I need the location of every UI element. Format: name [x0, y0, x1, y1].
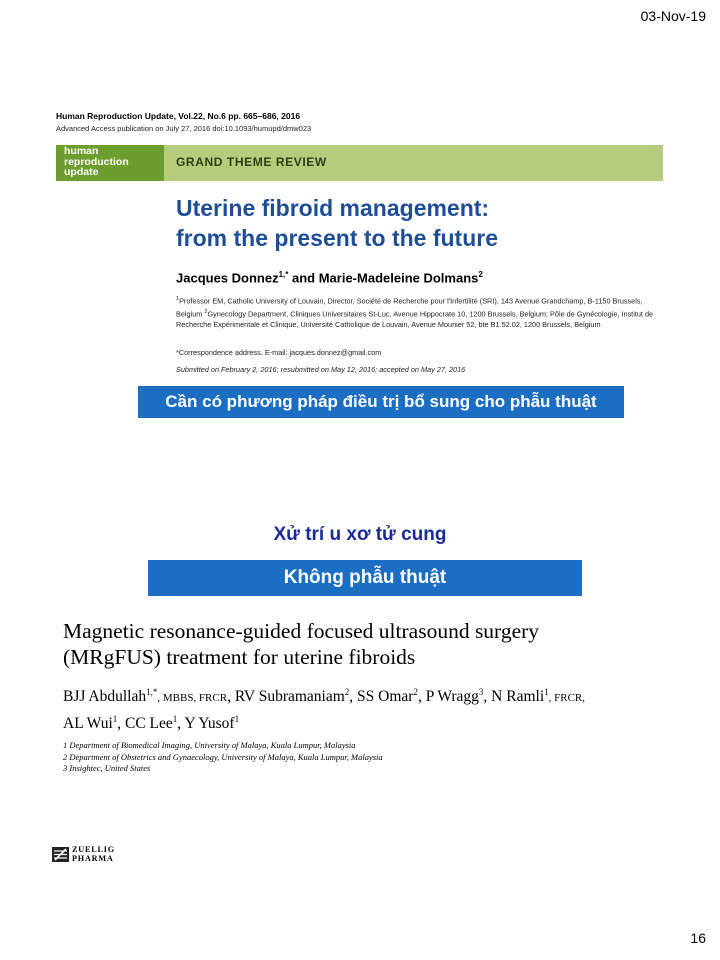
author-sep: , [227, 688, 235, 706]
author-sup: 2 [413, 687, 418, 697]
author-sup: 2 [344, 687, 350, 697]
paper-title-line: Uterine fibroid management: [176, 195, 490, 221]
paper2-authors [63, 682, 585, 734]
author-degree: , FRCR, [548, 692, 586, 705]
paper2-title-line: (MRgFUS) treatment for uterine fibroids [63, 645, 416, 669]
author-sep: , [117, 715, 125, 733]
author-sup: 1 [234, 714, 240, 725]
zuellig-wordmark [72, 846, 115, 863]
author-sup: 3 [478, 687, 484, 697]
author-name: and Marie-Madeleine Dolmans [288, 270, 479, 286]
journal-logo [56, 145, 164, 181]
journal-banner [56, 145, 663, 181]
author-sup: 1 [112, 714, 118, 725]
correspondence: *Correspondence address. E-mail: jacques.donnez@gmail.com [176, 348, 382, 357]
section-title: GRAND THEME REVIEW [176, 155, 327, 169]
paper2-affiliations [63, 740, 383, 775]
author-line [63, 709, 585, 734]
paper2-title-line: Magnetic resonance-guided focused ultrasound surgery [63, 619, 540, 643]
affiliation-line: 2 Department of Obstetrics and Gynaecology, University of Malaya, Kuala Lumpur, Malaysia [63, 751, 383, 762]
author-sup: 1 [172, 714, 178, 725]
author-name: SS Omar [357, 688, 414, 706]
journal-logo-line: update [64, 166, 99, 178]
author-name: N Ramli [491, 688, 545, 706]
author-name: BJJ Abdullah [63, 688, 147, 706]
affiliation-line: 3 Insightec, United States [63, 763, 151, 773]
author-sup: 1 [544, 687, 549, 697]
author-sup: 2 [478, 270, 483, 279]
author-name: CC Lee [125, 715, 173, 733]
highlight-banner: Cần có phương pháp điều trị bổ sung cho phẫu thuật [138, 386, 624, 418]
author-name: Y Yusof [184, 715, 235, 733]
journal-citation: Human Reproduction Update, Vol.22, No.6 pp. 665–686, 2016 [56, 111, 301, 121]
paper-title-line: from the present to the future [176, 225, 499, 251]
author-line [63, 682, 585, 709]
paper-title [176, 193, 498, 253]
author-name: RV Subramaniam [234, 688, 345, 706]
journal-logo-line: reproduction [64, 155, 129, 168]
author-name: P Wragg [425, 688, 479, 706]
page-number: 16 [690, 930, 706, 946]
paper2-title [63, 618, 539, 670]
slide-date: 03-Nov-19 [640, 8, 706, 24]
zuellig-line: ZUELLIG [72, 845, 115, 854]
affil-text: Professor EM, Catholic University of Louvain, Director, Société de Recherche pour l'Infertilité (SRI), 143 Avenue Grandchamp, B-1150 Brussels, Belgium [176, 296, 643, 319]
author-sup: 1,* [146, 687, 158, 697]
paper-authors [176, 270, 483, 285]
author-degree: , MBBS, FRCR [157, 692, 228, 705]
zuellig-mark-icon [52, 847, 69, 862]
author-name: Jacques Donnez [176, 270, 279, 286]
access-line: Advanced Access publication on July 27, 2016 doi:10.1093/humupd/dmw023 [56, 124, 312, 133]
section-heading: Xử trí u xơ tử cung [273, 524, 447, 545]
author-sep: , [417, 688, 426, 706]
affil-sup: 1 [176, 296, 180, 302]
affil-sup: 2 [204, 308, 208, 315]
journal-logo-line: human [64, 145, 99, 157]
submission-dates: Submitted on February 2, 2016; resubmitted on May 12, 2016; accepted on May 27, 2016 [176, 365, 466, 374]
author-sep: , [177, 715, 185, 733]
author-sep: , [349, 688, 358, 706]
author-sep: , [483, 688, 492, 706]
affil-text: Gynecology Department, Cliniques Universitaires St-Luc, Avenue Hippocrate 10, 1200 Brussels, Belgium; Pôle de Gynécologie, Institut de Recherche Expérimentale et Clinique, Université Catholique de Louvain, Avenue Mounier 52, bte B1.52.02, 1200 Brussels, Belgium [176, 309, 654, 329]
paper-affiliations [176, 294, 666, 330]
zuellig-line: PHARMA [72, 853, 114, 863]
author-name: AL Wui [63, 715, 113, 733]
subheading-banner: Không phẫu thuật [148, 560, 582, 596]
zuellig-pharma-logo [52, 846, 142, 864]
affiliation-line: 1 Department of Biomedical Imaging, University of Malaya, Kuala Lumpur, Malaysia [63, 740, 356, 750]
author-sup: 1,* [278, 270, 289, 279]
